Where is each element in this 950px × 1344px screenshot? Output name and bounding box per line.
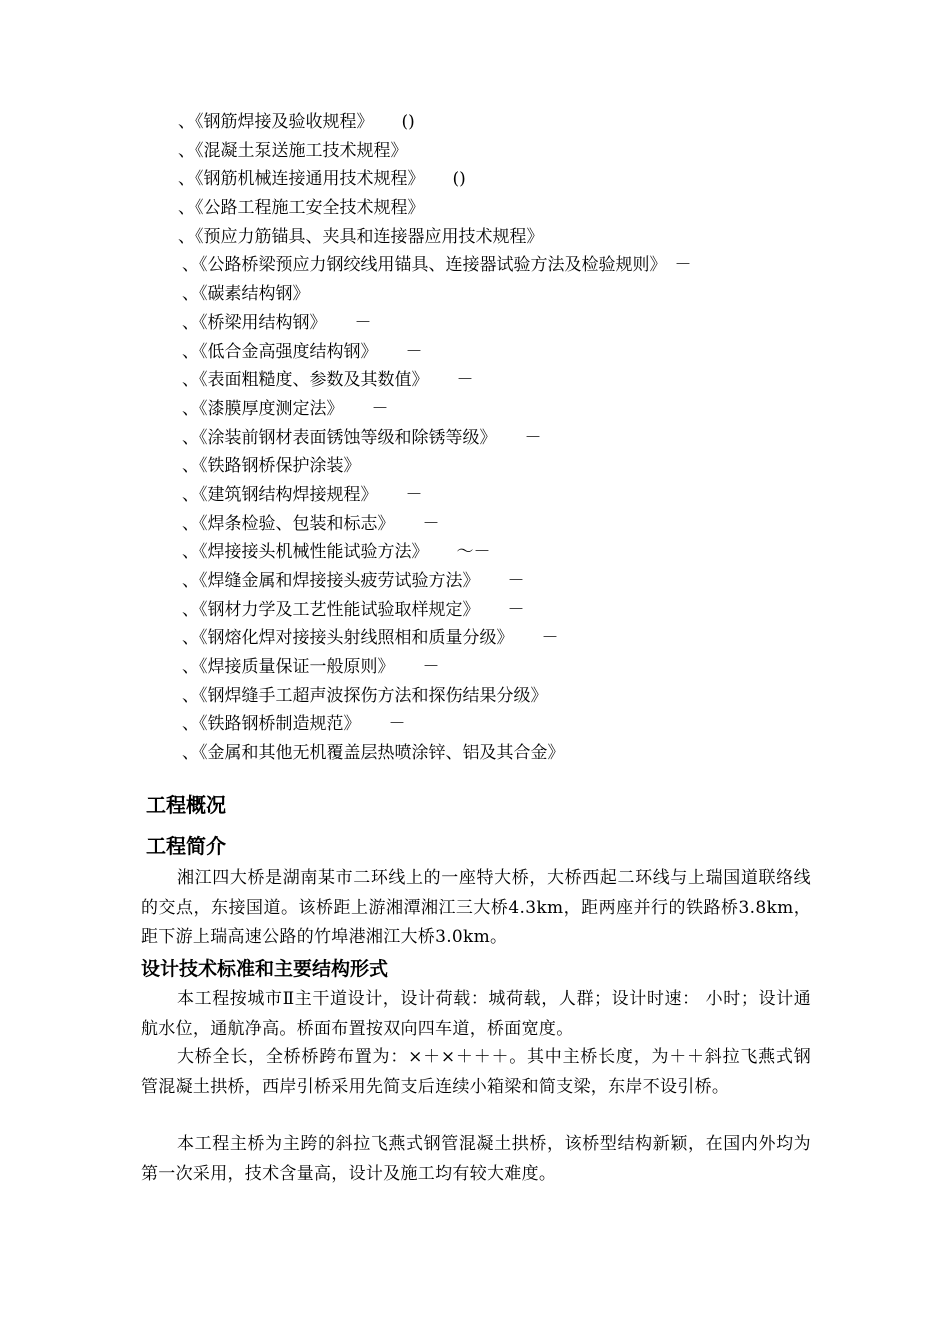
paragraph-intro: 湘江四大桥是湖南某市二环线上的一座特大桥，大桥西起二环线与上瑞国道联络线的交点，东接国道。该桥距上游湘潭湘江三大桥4.3km，距两座并行的铁路桥3.8km，距下游上瑞高速公路的竹埠港湘江大桥3.0km。 (141, 868, 811, 947)
reference-title: 、《碳素结构钢》 (182, 284, 310, 305)
reference-code: － (507, 571, 525, 591)
reference-item (0, 338, 950, 367)
reference-item (0, 710, 950, 739)
reference-title: 、《公路桥梁预应力钢绞线用锚具、连接器试验方法及检验规则》 (182, 255, 667, 276)
reference-title: 、《建筑钢结构焊接规程》 (182, 484, 378, 505)
reference-item (0, 366, 950, 395)
reference-item (0, 481, 950, 510)
reference-code: － (541, 628, 559, 649)
paragraph-span: 大桥全长，全桥桥跨布置为：×＋×＋＋＋。其中主桥长度，为＋＋斜拉飞燕式钢管混凝土拱桥，西岸引桥采用先简支后连续小箱梁和简支梁，东岸不设引桥。 (141, 1047, 811, 1097)
reference-item (0, 653, 950, 682)
reference-title: 、《钢焊缝手工超声波探伤方法和探伤结果分级》 (182, 685, 548, 706)
reference-item (0, 223, 950, 252)
reference-title: 、《公路工程施工安全技术规程》 (178, 198, 425, 219)
reference-code: － (422, 657, 440, 678)
reference-title: 、《预应力筋锚具、夹具和连接器应用技术规程》 (178, 226, 544, 247)
reference-title: 、《焊接质量保证一般原则》 (182, 657, 395, 678)
reference-title: 、《铁路钢桥保护涂装》 (182, 456, 361, 477)
reference-code: － (371, 398, 389, 419)
reference-title: 、《漆膜厚度测定法》 (182, 398, 344, 419)
reference-standards-list (0, 108, 950, 768)
reference-code: () (401, 112, 415, 132)
reference-item (0, 108, 950, 137)
reference-item (0, 538, 950, 567)
reference-title: 、《焊条检验、包装和标志》 (182, 513, 395, 534)
reference-title: 、《桥梁用结构钢》 (182, 312, 327, 333)
reference-item (0, 452, 950, 481)
reference-code: － (456, 370, 474, 391)
reference-item (0, 624, 950, 653)
reference-title: 、《钢筋机械连接通用技术规程》 (178, 169, 425, 190)
reference-title: 、《焊接接头机械性能试验方法》 (182, 542, 429, 563)
reference-code: ～－ (456, 542, 491, 563)
reference-item (0, 596, 950, 625)
reference-title: 、《铁路钢桥制造规范》 (182, 714, 361, 735)
paragraph-design: 本工程按城市Ⅱ主干道设计，设计荷载：城荷载，人群；设计时速： 小时；设计通航水位，通航净高。桥面布置按双向四车道，桥面宽度。 (141, 989, 811, 1039)
reference-item (0, 280, 950, 309)
reference-item (0, 165, 950, 194)
reference-code: － (405, 341, 423, 362)
reference-code: － (422, 513, 440, 534)
reference-title: 、《表面粗糙度、参数及其数值》 (182, 370, 429, 391)
reference-item (0, 682, 950, 711)
reference-item (0, 309, 950, 338)
reference-code: － (405, 484, 423, 505)
reference-item (0, 424, 950, 453)
reference-title: 、《钢筋焊接及验收规程》 (178, 112, 374, 132)
reference-title: 、《钢熔化焊对接接头射线照相和质量分级》 (182, 628, 514, 649)
reference-item (0, 395, 950, 424)
reference-title: 、《低合金高强度结构钢》 (182, 341, 378, 362)
reference-item (0, 137, 950, 166)
reference-code: － (507, 599, 525, 620)
reference-title: 、《焊缝金属和焊接接头疲劳试验方法》 (182, 571, 480, 591)
reference-title: 、《涂装前钢材表面锈蚀等级和除锈等级》 (182, 427, 497, 448)
reference-item (0, 194, 950, 223)
reference-item (0, 251, 950, 280)
reference-title: 、《钢材力学及工艺性能试验取样规定》 (182, 599, 480, 620)
section-heading-intro: 工程简介 (146, 834, 226, 858)
reference-title: 、《混凝土泵送施工技术规程》 (178, 140, 408, 161)
reference-code: － (674, 255, 692, 276)
reference-item (0, 567, 950, 596)
reference-item (0, 510, 950, 539)
reference-code: － (524, 427, 542, 448)
reference-item (0, 739, 950, 768)
reference-title: 、《金属和其他无机覆盖层热喷涂锌、铝及其合金》 (182, 743, 565, 764)
reference-code: － (354, 312, 372, 333)
section-heading-standards: 设计技术标准和主要结构形式 (141, 958, 389, 980)
reference-code: － (388, 714, 406, 735)
section-heading-overview: 工程概况 (146, 793, 226, 817)
reference-code: () (452, 169, 466, 190)
paragraph-structure: 本工程主桥为主跨的斜拉飞燕式钢管混凝土拱桥，该桥型结构新颖，在国内外均为第一次采用，技术含量高，设计及施工均有较大难度。 (141, 1134, 811, 1184)
